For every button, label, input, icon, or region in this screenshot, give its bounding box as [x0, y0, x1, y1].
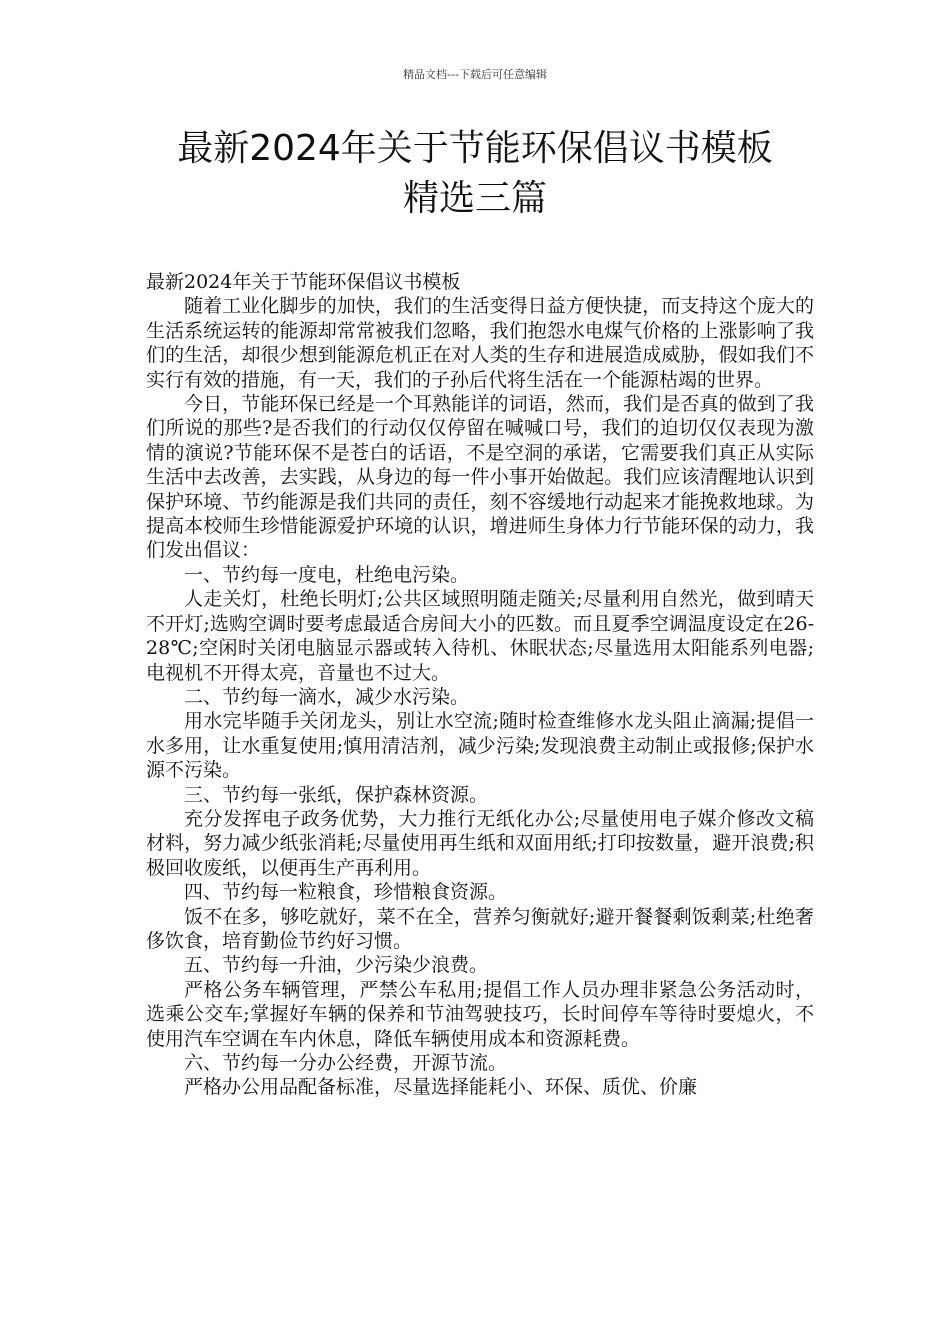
- paragraph-intro: 随着工业化脚步的加快，我们的生活变得日益方便快捷，而支持这个庞大的生活系统运转的能源却常常被我们忽略，我们抱怨水电煤气价格的上涨影响了我们的生活，却很少想到能源危机正在对人类的生存和进展造成威胁，假如我们不实行有效的措施，有一天，我们的子孙后代将生活在一个能源枯竭的世界。: [146, 295, 814, 391]
- section-heading-paper: 三、节约每一张纸，保护森林资源。: [184, 783, 489, 806]
- paragraph-food: 饭不在多，够吃就好，菜不在全，营养匀衡就好;避开餐餐剩饭剩菜;杜绝奢侈饮食，培育勤俭节约好习惯。: [146, 905, 814, 952]
- document-body: [146, 270, 814, 1100]
- title-line-1: 最新2024年关于节能环保倡议书模板: [177, 128, 773, 169]
- title-line-2: 精选三篇: [402, 178, 547, 219]
- paragraph-paper: 充分发挥电子政务优势，大力推行无纸化办公;尽量使用电子媒介修改文稿材料，努力减少纸张消耗;尽量使用再生纸和双面用纸;打印按数量，避开浪费;积极回收废纸，以便再生产再利用。: [146, 807, 814, 879]
- paragraph-water: 用水完毕随手关闭龙头，别让水空流;随时检查维修水龙头阻止滴漏;提倡一水多用，让水重复使用;慎用清洁剂，减少污染;发现浪费主动制止或报修;保护水源不污染。: [146, 710, 814, 782]
- paragraph-electricity: 人走关灯，杜绝长明灯;公共区域照明随走随关;尽量利用自然光，做到晴天不开灯;选购空调时要考虑最适合房间大小的匹数。而且夏季空调温度设定在26-28℃;空闲时关闭电脑显示器或转入待机、休眠状态;尽量选用太阳能系列电器;电视机不开得太亮，音量也不过大。: [146, 588, 814, 684]
- paragraph-appeal: 今日，节能环保已经是一个耳熟能详的词语，然而，我们是否真的做到了我们所说的那些?是否我们的行动仅仅停留在喊喊口号，我们的迫切仅仅表现为激情的演说?节能环保不是苍白的话语，不是空洞的承诺，它需要我们真正从实际生活中去改善，去实践，从身边的每一件小事开始做起。我们应该清醒地认识到保护环境、节约能源是我们共同的责任，刻不容缓地行动起来才能挽救地球。为提高本校师生珍惜能源爱护环境的认识，增进师生身体力行节能环保的动力，我们发出倡议：: [146, 393, 814, 562]
- document-subtitle: 最新2024年关于节能环保倡议书模板: [146, 271, 461, 293]
- paragraph-office-funds: 严格办公用品配备标准，尽量选择能耗小、环保、质优、价廉: [184, 1076, 698, 1099]
- paragraph-fuel: 严格公务车辆管理，严禁公车私用;提倡工作人员办理非紧急公务活动时，选乘公交车;掌握好车辆的保养和节油驾驶技巧，长时间停车等待时要熄火，不使用汽车空调在车内休息，降低车辆使用成本和资源耗费。: [146, 978, 814, 1050]
- section-heading-fuel: 五、节约每一升油，少污染少浪费。: [184, 954, 489, 977]
- section-heading-office-funds: 六、节约每一分办公经费，开源节流。: [184, 1052, 508, 1074]
- document-header-note: 精品文档---下载后可任意编辑: [403, 68, 547, 81]
- document-title: [120, 124, 830, 224]
- section-heading-electricity: 一、节约每一度电，杜绝电污染。: [184, 563, 470, 586]
- section-heading-food: 四、节约每一粒粮食，珍惜粮食资源。: [184, 881, 508, 904]
- section-heading-water: 二、节约每一滴水，减少水污染。: [184, 685, 470, 708]
